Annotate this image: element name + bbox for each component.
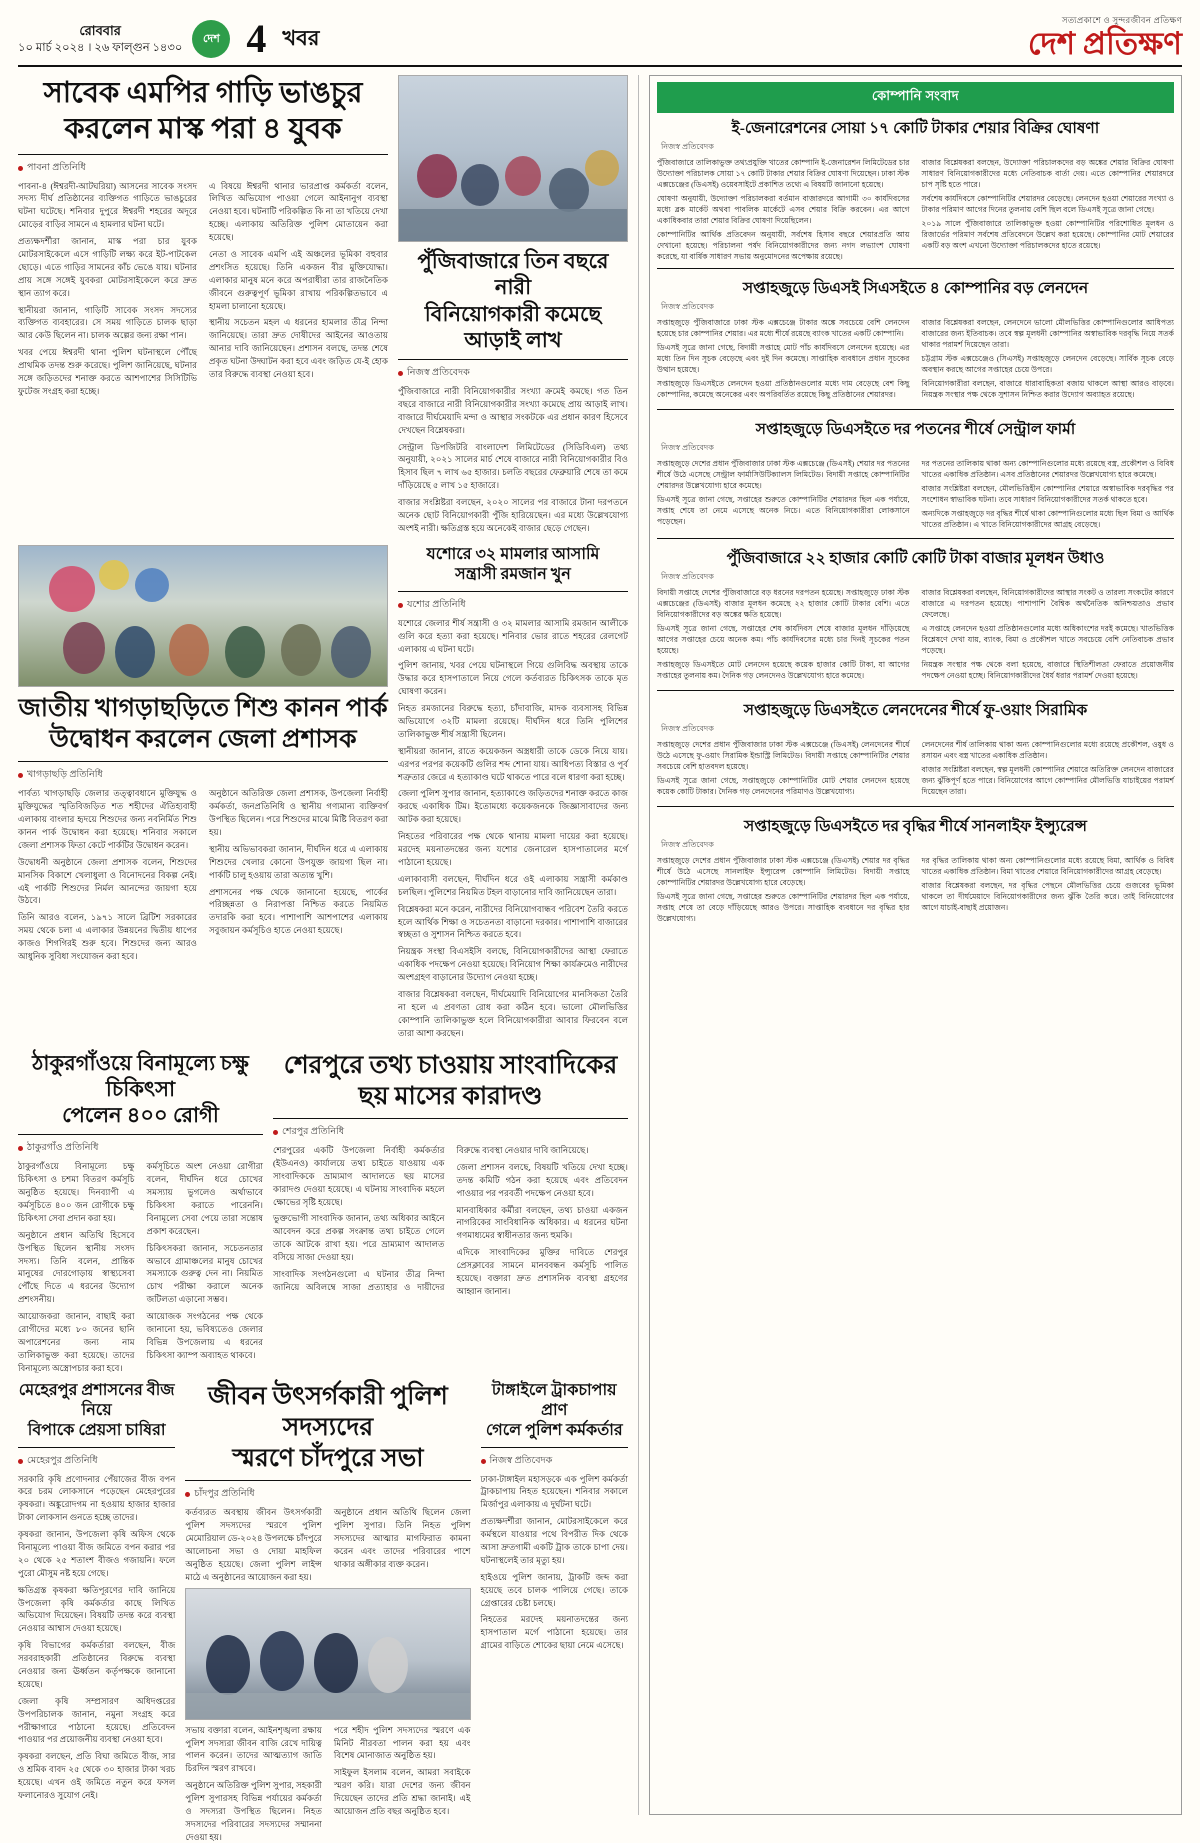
article-body: সপ্তাহজুড়ে দেশের প্রধান পুঁজিবাজার ঢাকা স্টক এক্সচেঞ্জে (ডিএসই) শেয়ার দর পতনের শীর্ষে উঠে এসেছে সেন্ট্রাল ফার্মাসিউটিক্যালস লিমিটেড। বিদায়ী সপ্তাহে কোম্পানিটির শেয়ারদর উল্লেখযোগ্য হারে কমেছে। ডিএসই সূত্রে জানা গেছে, সপ্তাহের শুরুতে কোম্পানিটির শেয়ারদর ছিল এক পর্যায়ে, সপ্তাহ শেষে তা নেমে এসেছে অনেক নিচে। এতে বিনিয়োগকারীরা লোকসানে পড়েছেন। দর পতনের তালিকায় থাকা অন্য কোম্পানিগুলোর মধ্যে রয়েছে বস্ত্র, প্রকৌশল ও বিবিধ খাতের একাধিক প্রতিষ্ঠান। এসব প্রতিষ্ঠানের শেয়ারদর উল্লেখযোগ্য হারে কমেছে। বাজার সংশ্লিষ্টরা বলছেন, মৌলভিত্তিহীন কোম্পানির শেয়ারে অস্বাভাবিক দরবৃদ্ধির পর সংশোধন স্বাভাবিক ঘটনা। তবে সাধারণ বিনিয়োগকারীদের সতর্ক থাকতে হবে। অন্যদিকে সপ্তাহজুড়ে দর বৃদ্ধির শীর্ষে থাকা কোম্পানিগুলোর মধ্যে ছিল বিমা ও আর্থিক খাতের প্রতিষ্ঠান। এ খাতে বিনিয়োগকারীদের আগ্রহ বেড়েছে।	[656, 459, 1174, 530]
article-byline	[657, 571, 1174, 584]
left-columns	[18, 75, 628, 1842]
article-headline: ই-জেনারেশনের সোয়া ১৭ কোটি টাকার শেয়ার বিক্রির ঘোষণা	[731, 120, 1100, 137]
jessore-byline	[398, 598, 628, 613]
company-article	[657, 273, 1174, 403]
logo-badge: দেশ	[192, 20, 230, 58]
police-body-top: কর্তব্যরত অবস্থায় জীবন উৎসর্গকারী পুলিশ সদস্যদের স্মরণে পুলিশ মেমোরিয়াল ডে-২০২৪ উপলক্ষে চাঁদপুরে আলোচনা সভা ও দোয়া মাহফিল অনুষ্ঠিত হয়েছে। জেলা পুলিশ লাইন্স মাঠে এ অনুষ্ঠানের আয়োজন করা হয়। অনুষ্ঠানে প্রধান অতিথি ছিলেন জেলা পুলিশ সুপার। তিনি নিহত পুলিশ সদস্যদের আত্মার মাগফিরাত কামনা করেন এবং তাদের পরিবারের পাশে থাকার অঙ্গীকার ব্যক্ত করেন।	[185, 1507, 471, 1582]
eye-camp-story	[18, 1050, 263, 1375]
page-body	[18, 75, 1182, 1842]
sherpur-body: শেরপুরের একটি উপজেলা নির্বাহী কর্মকর্তার (ইউএনও) কার্যালয়ে তথ্য চাইতে যাওয়ায় এক সাংবাদিককে ভ্রাম্যমাণ আদালতে ছয় মাসের কারাদণ্ড দেওয়া হয়েছে। এ ঘটনায় সাংবাদিক মহলে ক্ষোভের সৃষ্টি হয়েছে। ভুক্তভোগী সাংবাদিক জানান, তথ্য অধিকার আইনে আবেদন করে প্রকল্প সংক্রান্ত তথ্য চাইতে গেলে তাকে আটকে রাখা হয়। পরে ভ্রাম্যমাণ আদালত বসিয়ে সাজা দেওয়া হয়। সাংবাদিক সংগঠনগুলো এ ঘটনার তীব্র নিন্দা জানিয়ে অবিলম্বে সাজা প্রত্যাহার ও দায়ীদের বিরুদ্ধে ব্যবস্থা নেওয়ার দাবি জানিয়েছে। জেলা প্রশাসন বলছে, বিষয়টি খতিয়ে দেখা হচ্ছে। তদন্ত কমিটি গঠন করা হয়েছে এবং প্রতিবেদন পাওয়ার পর পরবর্তী পদক্ষেপ নেওয়া হবে। মানবাধিকার কর্মীরা বলছেন, তথ্য চাওয়া একজন নাগরিকের সাংবিধানিক অধিকার। এ ধরনের ঘটনা গণমাধ্যমের স্বাধীনতার জন্য হুমকি। এদিকে সাংবাদিকের মুক্তির দাবিতে শেরপুর প্রেসক্লাবের সামনে মানববন্ধন কর্মসূচি পালিত হয়েছে। বক্তারা দ্রুত প্রশাসনিক ব্যবস্থা গ্রহণের আহ্বান জানান।	[273, 1145, 628, 1296]
company-article	[657, 414, 1174, 532]
byline-text: নিজস্ব প্রতিবেদক	[660, 142, 714, 152]
masthead-right	[1028, 14, 1182, 59]
lead-headline-line2: করলেন মাস্ক পরা ৪ যুবক	[64, 113, 342, 146]
second-band	[18, 545, 628, 1044]
company-article	[657, 543, 1174, 684]
byline-text: নিজস্ব প্রতিবেদক	[489, 1455, 553, 1466]
byline-text: নিজস্ব প্রতিবেদক	[660, 724, 714, 734]
meherpur-body: সরকারি কৃষি প্রণোদনার পেঁয়াজের বীজ বপন করে চরম লোকসানে পড়েছেন মেহেরপুরের কৃষকরা। অঙ্কুরোদগম না হওয়ায় হাজার হাজার টাকা লোকসান গুনতে হচ্ছে তাদের। কৃষকরা জানান, উপজেলা কৃষি অফিস থেকে বিনামূল্যে পাওয়া বীজ জমিতে বপন করার পর ২০ থেকে ২৫ শতাংশ বীজও গজায়নি। ফলে পুরো মৌসুম নষ্ট হয়ে গেছে। ক্ষতিগ্রস্ত কৃষকরা ক্ষতিপূরণের দাবি জানিয়ে উপজেলা কৃষি কর্মকর্তার কাছে লিখিত অভিযোগ দিয়েছেন। বিষয়টি তদন্ত করে ব্যবস্থা নেওয়ার আশ্বাস দেওয়া হয়েছে। কৃষি বিভাগের কর্মকর্তারা বলছেন, বীজ সরবরাহকারী প্রতিষ্ঠানের বিরুদ্ধে ব্যবস্থা নেওয়ার জন্য ঊর্ধ্বতন কর্তৃপক্ষকে জানানো হয়েছে। জেলা কৃষি সম্প্রসারণ অধিদপ্তরের উপপরিচালক জানান, নমুনা সংগ্রহ করে পরীক্ষাগারে পাঠানো হয়েছে। প্রতিবেদন পাওয়ার পর প্রয়োজনীয় ব্যবস্থা নেওয়া হবে। কৃষকরা বলছেন, প্রতি বিঘা জমিতে বীজ, সার ও শ্রমিক বাবদ ২৫ থেকে ৩০ হাজার টাকা খরচ হয়েছে। এখন ওই জমিতে নতুন করে ফসল ফলানোরও সুযোগ নেই।	[18, 1473, 176, 1800]
police-body-bottom: সভায় বক্তারা বলেন, আইনশৃঙ্খলা রক্ষায় পুলিশ সদস্যরা জীবন বাজি রেখে দায়িত্ব পালন করেন। তাদের আত্মত্যাগ জাতি চিরদিন স্মরণ রাখবে। অনুষ্ঠানে অতিরিক্ত পুলিশ সুপার, সহকারী পুলিশ সুপারসহ বিভিন্ন পর্যায়ের কর্মকর্তা ও সদস্যরা উপস্থিত ছিলেন। নিহত সদস্যদের পরিবারের সদস্যদের সম্মাননা দেওয়া হয়। পরে শহীদ পুলিশ সদস্যদের স্মরণে এক মিনিট নীরবতা পালন করা হয় এবং বিশেষ মোনাজাত অনুষ্ঠিত হয়। সাইফুল ইসলাম বলেন, আমরা সবাইকে স্মরণ করি। যারা দেশের জন্য জীবন দিয়েছেন তাদের প্রতি শ্রদ্ধা জানাই। এই আয়োজন প্রতি বছর অনুষ্ঠিত হবে।	[185, 1724, 471, 1842]
byline-text: নিজস্ব প্রতিবেদক	[660, 302, 714, 312]
park-body: পার্বত্য খাগড়াছড়ি জেলার তত্ত্বাবধানে মুক্তিযুদ্ধ ও মুক্তিযুদ্ধের স্মৃতিবিজড়িত শত শহীদের ঐতিহ্যবাহী এলাকায় বাংলার হৃদয়ে শিশুদের জন্য নবনির্মিত শিশু কানন পার্ক উদ্বোধন করা হয়েছে। শনিবার সকালে জেলা প্রশাসক ফিতা কেটে পার্কটির উদ্বোধন করেন। উদ্বোধনী অনুষ্ঠানে জেলা প্রশাসক বলেন, শিশুদের মানসিক বিকাশে খেলাধুলা ও বিনোদনের বিকল্প নেই। এই পার্কটি শিশুদের নির্মল আনন্দের জায়গা হয়ে উঠবে। তিনি আরও বলেন, ১৯৭১ সালে ব্রিটিশ সরকারের সময় থেকে চলা এ এলাকার উন্নয়নের দ্বিতীয় ধাপের কাজও শিগগিরই শুরু হবে। শিশুদের জন্য আরও আধুনিক সুবিধা সংযোজন করা হবে। অনুষ্ঠানে অতিরিক্ত জেলা প্রশাসক, উপজেলা নির্বাহী কর্মকর্তা, জনপ্রতিনিধি ও স্থানীয় গণ্যমান্য ব্যক্তিবর্গ উপস্থিত ছিলেন। পরে শিশুদের মাঝে মিষ্টি বিতরণ করা হয়। স্থানীয় অভিভাবকরা জানান, দীর্ঘদিন ধরে এ এলাকায় শিশুদের খেলার কোনো উপযুক্ত জায়গা ছিল না। পার্কটি চালু হওয়ায় তারা অত্যন্ত খুশি। প্রশাসনের পক্ষ থেকে জানানো হয়েছে, পার্কের পরিচ্ছন্নতা ও নিরাপত্তা নিশ্চিত করতে নিয়মিত তদারকি করা হবে। পাশাপাশি আশপাশের এলাকায় সবুজায়ন কর্মসূচিও হাতে নেওয়া হয়েছে।	[18, 788, 388, 961]
lead-story	[18, 75, 388, 539]
police-story	[185, 1381, 470, 1843]
weekday-label: রোববার	[79, 22, 121, 38]
article-byline	[657, 723, 1174, 736]
bullet-icon	[398, 603, 403, 608]
tangail-byline	[481, 1454, 629, 1469]
article-byline	[657, 141, 1174, 154]
eye-body: ঠাকুরগাঁওয়ে বিনামূল্যে চক্ষু চিকিৎসা ও চশমা বিতরণ কর্মসূচি অনুষ্ঠিত হয়েছে। দিনব্যাপী এ কর্মসূচিতে ৪০০ জন রোগীকে চক্ষু চিকিৎসা সেবা প্রদান করা হয়। অনুষ্ঠানে প্রধান অতিথি হিসেবে উপস্থিত ছিলেন স্থানীয় সংসদ সদস্য। তিনি বলেন, প্রান্তিক মানুষের দোরগোড়ায় স্বাস্থ্যসেবা পৌঁছে দিতে এ ধরনের উদ্যোগ প্রশংসনীয়। আয়োজকরা জানান, বাছাই করা রোগীদের মধ্যে ৮০ জনের ছানি অপারেশনের জন্য নাম তালিকাভুক্ত করা হয়েছে। তাদের বিনামূল্যে অস্ত্রোপচার করা হবে। কর্মসূচিতে অংশ নেওয়া রোগীরা বলেন, দীর্ঘদিন ধরে চোখের সমস্যায় ভুগলেও অর্থাভাবে চিকিৎসা করাতে পারেননি। বিনামূল্যে সেবা পেয়ে তারা সন্তোষ প্রকাশ করেছেন। চিকিৎসকরা জানান, সচেতনতার অভাবে গ্রামাঞ্চলের মানুষ চোখের সমস্যাকে গুরুত্ব দেন না। নিয়মিত চোখ পরীক্ষা করালে অনেক জটিলতা এড়ানো সম্ভব। আয়োজক সংগঠনের পক্ষ থেকে জানানো হয়, ভবিষ্যতেও জেলার বিভিন্ন উপজেলায় এ ধরনের চিকিৎসা ক্যাম্প অব্যাহত থাকবে।	[18, 1161, 263, 1373]
classroom-photo	[398, 75, 628, 242]
middle-top-story	[398, 75, 628, 539]
company-news-header: কোম্পানি সংবাদ	[657, 82, 1174, 113]
fourth-band	[18, 1381, 628, 1843]
tangail-body: ঢাকা-টাঙ্গাইল মহাসড়কে এক পুলিশ কর্মকর্তা ট্রাকচাপায় নিহত হয়েছেন। শনিবার সকালে মির্জাপুর এলাকায় এ দুর্ঘটনা ঘটে। প্রত্যক্ষদর্শীরা জানান, মোটরসাইকেলে করে কর্মস্থলে যাওয়ার পথে বিপরীত দিক থেকে আসা দ্রুতগামী একটি ট্রাক তাকে চাপা দেয়। ঘটনাস্থলেই তার মৃত্যু হয়। হাইওয়ে পুলিশ জানায়, ট্রাকটি জব্দ করা হয়েছে তবে চালক পালিয়ে গেছে। তাকে গ্রেপ্তারের চেষ্টা চলছে। নিহতের মরদেহ ময়নাতদন্তের জন্য হাসপাতাল মর্গে পাঠানো হয়েছে। তার গ্রামের বাড়িতে শোকের ছায়া নেমে এসেছে।	[480, 1473, 628, 1651]
company-article	[657, 113, 1174, 262]
company-news-column	[649, 75, 1182, 1815]
park-headline-line2: উদ্বোধন করলেন জেলা প্রশাসক	[49, 726, 357, 754]
sherpur-byline	[273, 1125, 628, 1140]
date-block	[18, 21, 182, 58]
article-headline: সপ্তাহজুড়ে ডিএসইতে লেনদেনের শীর্ষে ফু-ওয়াং সিরামিক	[743, 702, 1088, 720]
sherpur-story	[273, 1050, 628, 1375]
jessore-headline-line1: যশোরে ৩২ মামলার আসামি	[426, 545, 600, 563]
sherpur-headline-line1: শেরপুরে তথ্য চাওয়ায় সাংবাদিকের	[283, 1051, 618, 1079]
company-article	[657, 811, 1174, 924]
page-number: 4	[246, 16, 267, 61]
article-body: সপ্তাহজুড়ে পুঁজিবাজারে ঢাকা স্টক এক্সচেঞ্জে টাকার অঙ্কে সবচেয়ে বেশি লেনদেন হয়েছে চার কোম্পানির শেয়ার। এর মধ্যে শীর্ষে রয়েছে ব্যাংক খাতের একটি কোম্পানি। ডিএসই সূত্রে জানা গেছে, বিদায়ী সপ্তাহে মোট পাঁচ কার্যদিবসে লেনদেন হয়েছে। এর মধ্যে তিন দিন সূচক বেড়েছে এবং দুই দিন কমেছে। সাপ্তাহিক ব্যবধানে প্রধান সূচকের উত্থান হয়েছে। সপ্তাহজুড়ে ডিএসইতে লেনদেন হওয়া প্রতিষ্ঠানগুলোর মধ্যে দাম বেড়েছে বেশ কিছু কোম্পানির, কমেছে অনেকের এবং অপরিবর্তিত রয়েছে কিছু প্রতিষ্ঠানের শেয়ারদর। বাজার বিশ্লেষকরা বলছেন, লেনদেনে ভালো মৌলভিত্তির কোম্পানিগুলোর আধিপত্য বাজারের জন্য ইতিবাচক। তবে স্বল্প মূলধনী কোম্পানির অস্বাভাবিক দরবৃদ্ধি নিয়ে সতর্ক থাকার পরামর্শ দিয়েছেন তারা। চট্টগ্রাম স্টক এক্সচেঞ্জেও (সিএসই) সপ্তাহজুড়ে লেনদেন বেড়েছে। সার্বিক সূচক বেড়ে অবস্থান করছে আগের সপ্তাহের চেয়ে উপরে। বিনিয়োগকারীরা বলছেন, বাজারে ধারাবাহিকতা বজায় থাকলে আস্থা আরও বাড়বে। নিয়ন্ত্রক সংস্থার পক্ষ থেকে সুশাসন নিশ্চিত করার উদ্যোগ অব্যাহত রয়েছে।	[656, 318, 1174, 400]
bullet-icon	[18, 773, 23, 778]
article-byline	[657, 301, 1174, 314]
byline-text: পাবনা প্রতিনিধি	[27, 162, 86, 173]
section-title: খবর	[282, 25, 320, 50]
byline-text: যশোর প্রতিনিধি	[407, 599, 466, 610]
lead-body: পাবনা-৪ (ঈশ্বরদী-আটঘরিয়া) আসনের সাবেক সংসদ সদস্য দীর্ঘ প্রতিষ্ঠানের ব্যক্তিগত গাড়িতে ভাঙচুরের ঘটনা ঘটেছে। শনিবার দুপুরে ঈশ্বরদী শহরের অদূরে মোড়ের বাড়ির সামনে এ হামলার ঘটনা ঘটে। প্রত্যক্ষদর্শীরা জানান, মাস্ক পরা চার যুবক মোটরসাইকেলে এসে গাড়িটি লক্ষ্য করে ইট-পাটকেল ছোড়ে। এতে গাড়ির সামনের কাঁচ ভেঙে যায়। ঘটনার প্রায় সঙ্গে সঙ্গেই যুবকরা মোটরসাইকেলে করে দ্রুত স্থান ত্যাগ করে। স্থানীয়রা জানান, গাড়িটি সাবেক সংসদ সদস্যের ব্যক্তিগত ব্যবহারের। সে সময় গাড়িতে চালক ছাড়া আর কেউ ছিলেন না। চালক অল্পের জন্য রক্ষা পান। খবর পেয়ে ঈশ্বরদী থানা পুলিশ ঘটনাস্থলে পৌঁছে প্রাথমিক তদন্ত শুরু করেছে। পুলিশ জানিয়েছে, ঘটনার সঙ্গে জড়িতদের শনাক্ত করতে আশপাশের সিসিটিভি ফুটেজ সংগ্রহ করা হচ্ছে। এ বিষয়ে ঈশ্বরদী থানার ভারপ্রাপ্ত কর্মকর্তা বলেন, লিখিত অভিযোগ পাওয়া গেলে আইনানুগ ব্যবস্থা নেওয়া হবে। ঘটনাটি পরিকল্পিত কি না তা খতিয়ে দেখা হচ্ছে। এলাকায় অতিরিক্ত পুলিশ মোতায়েন করা হয়েছে। নেতা ও সাবেক এমপি এই অঞ্চলের ভূমিকা বহুবার প্রশংসিত হয়েছে। তিনি একজন বীর মুক্তিযোদ্ধা। এলাকার মানুষ মনে করে অপরাধীরা তার রাজনৈতিক জীবনে গুরুত্বপূর্ণ ভূমিকা রাখায় পরিকল্পিতভাবে এ হামলা চালানো হয়েছে। স্থানীয় সচেতন মহল এ ধরনের হামলার তীব্র নিন্দা জানিয়েছে। তারা দ্রুত দোষীদের আইনের আওতায় আনার দাবি জানিয়েছেন। প্রশাসন বলছে, তদন্ত শেষে প্রকৃত ঘটনা উদ্ঘাটন করা হবে এবং জড়িত যে-ই হোক তার বিরুদ্ধে ব্যবস্থা নেওয়া হবে।	[18, 180, 388, 396]
middle-body: পুঁজিবাজারে নারী বিনিয়োগকারীর সংখ্যা ক্রমেই কমছে। গত তিন বছরে বাজারে নারী বিনিয়োগকারীর সংখ্যা কমেছে প্রায় আড়াই লাখ। বাজারে দীর্ঘমেয়াদি মন্দা ও আস্থার সংকটকে এর প্রধান কারণ হিসেবে দেখছেন বিশ্লেষকরা। সেন্ট্রাল ডিপজিটরি বাংলাদেশ লিমিটেডের (সিডিবিএল) তথ্য অনুযায়ী, ২০২১ সালের মার্চ শেষে বাজারে নারী বিনিয়োগকারীর বিও হিসাব ছিল ৭ লাখ ৬৫ হাজার। চলতি বছরের ফেব্রুয়ারি শেষে তা কমে দাঁড়িয়েছে ৫ লাখ ১৫ হাজারে। বাজার সংশ্লিষ্টরা বলছেন, ২০২০ সালের পর বাজারে টানা দরপতনে অনেক ছোট বিনিয়োগকারী পুঁজি হারিয়েছেন। এর মধ্যে উল্লেখযোগ্য অংশই নারী। ক্ষতিগ্রস্ত হয়ে অনেকেই বাজার ছেড়ে গেছেন।	[398, 386, 628, 533]
article-body: বিদায়ী সপ্তাহে দেশের পুঁজিবাজারে বড় ধরনের দরপতন হয়েছে। সপ্তাহজুড়ে ঢাকা স্টক এক্সচেঞ্জের (ডিএসই) বাজার মূলধন কমেছে ২২ হাজার কোটি টাকার বেশি। এতে বিনিয়োগকারীদের বড় অঙ্কের ক্ষতি হয়েছে। ডিএসই সূত্রে জানা গেছে, সপ্তাহের শেষ কার্যদিবস শেষে বাজার মূলধন দাঁড়িয়েছে আগের সপ্তাহের চেয়ে অনেক কম। পাঁচ কার্যদিবসের মধ্যে চার দিনই সূচকের পতন হয়েছে। সপ্তাহজুড়ে ডিএসইতে মোট লেনদেন হয়েছে কয়েক হাজার কোটি টাকা, যা আগের সপ্তাহের তুলনায় কম। দৈনিক গড় লেনদেনও উল্লেখযোগ্য হারে কমেছে। বাজার বিশ্লেষকরা বলছেন, বিনিয়োগকারীদের আস্থার সংকট ও তারল্য সংকটের কারণে বাজারে এ দরপতন হয়েছে। পাশাপাশি বৈশ্বিক অর্থনৈতিক অনিশ্চয়তাও প্রভাব ফেলেছে। এ সপ্তাহে লেনদেন হওয়া প্রতিষ্ঠানগুলোর মধ্যে অধিকাংশের দরই কমেছে। খাতভিত্তিক বিশ্লেষণে দেখা যায়, ব্যাংক, বিমা ও প্রকৌশল খাতে সবচেয়ে বেশি নেতিবাচক প্রভাব পড়েছে। নিয়ন্ত্রক সংস্থার পক্ষ থেকে বলা হয়েছে, বাজারে স্থিতিশীলতা ফেরাতে প্রয়োজনীয় পদক্ষেপ নেওয়া হচ্ছে। বিনিয়োগকারীদের ধৈর্য ধরার পরামর্শ দেওয়া হয়েছে।	[656, 588, 1174, 681]
meherpur-headline-line2: বিপাকে প্রেয়সা চাষিরা	[27, 1421, 166, 1439]
column-divider	[638, 75, 639, 1815]
article-body: পুঁজিবাজারে তালিকাভুক্ত তথ্যপ্রযুক্তি খাতের কোম্পানি ই-জেনারেশন লিমিটেডের চার উদ্যোক্তা পরিচালক সোয়া ১৭ কোটি টাকার শেয়ার বিক্রির ঘোষণা দিয়েছেন। ঢাকা স্টক এক্সচেঞ্জের (ডিএসই) ওয়েবসাইটে প্রকাশিত তথ্যে এ বিষয়টি জানানো হয়েছে। ঘোষণা অনুযায়ী, উদ্যোক্তা পরিচালকরা বর্তমান বাজারদরে আগামী ৩০ কার্যদিবসের মধ্যে ব্লক মার্কেট অথবা পাবলিক মার্কেটে এসব শেয়ার বিক্রি করবেন। এর আগে একাধিকবার তারা শেয়ার বিক্রির ঘোষণা দিয়েছিলেন। কোম্পানিটির আর্থিক প্রতিবেদন অনুযায়ী, সর্বশেষ হিসাব বছরে শেয়ারপ্রতি আয় দেখানো হয়েছে। পরিচালনা পর্ষদ বিনিয়োগকারীদের জন্য নগদ লভ্যাংশ ঘোষণা করেছে, যা বার্ষিক সাধারণ সভায় অনুমোদনের অপেক্ষায় রয়েছে। বাজার বিশ্লেষকরা বলছেন, উদ্যোক্তা পরিচালকদের বড় অঙ্কের শেয়ার বিক্রির ঘোষণা সাধারণ বিনিয়োগকারীদের মধ্যে নেতিবাচক বার্তা দেয়। এতে কোম্পানির শেয়ারদরে চাপ সৃষ্টি হতে পারে। সর্বশেষ কার্যদিবসে কোম্পানিটির শেয়ারদর বেড়েছে। লেনদেন হওয়া শেয়ারের সংখ্যা ও টাকার পরিমাণ আগের দিনের তুলনায় বেশি ছিল বলে ডিএসই সূত্রে জানা গেছে। ২০১৯ সালে পুঁজিবাজারে তালিকাভুক্ত হওয়া কোম্পানিটির পরিশোধিত মূলধন ও রিজার্ভের পরিমাণ সর্বশেষ প্রতিবেদনে উল্লেখ করা হয়েছে। কোম্পানির মোট শেয়ারের একটি বড় অংশ এখনো উদ্যোক্তা পরিচালকদের হাতে রয়েছে।	[656, 158, 1174, 262]
eye-headline-line2: পেলেন ৪০০ রোগী	[62, 1103, 219, 1128]
bullet-icon	[273, 1130, 278, 1135]
eye-headline-line1: ঠাকুরগাঁওয়ে বিনামূল্যে চক্ষু চিকিৎসা	[32, 1050, 249, 1101]
meherpur-byline	[18, 1454, 175, 1469]
masthead-tagline: সত্যপ্রকাশে ও সুন্দরজীবন প্রতিক্ষণ	[1061, 15, 1182, 25]
park-byline	[18, 768, 388, 783]
masthead	[18, 14, 1182, 67]
article-headline: সপ্তাহজুড়ে ডিএসই সিএসইতে ৪ কোম্পানির বড় লেনদেন	[742, 280, 1089, 298]
jessore-body: যশোরে জেলার শীর্ষ সন্ত্রাসী ও ৩২ মামলার আসামি রমজান আলীকে গুলি করে হত্যা করা হয়েছে। শনিবার ভোর রাতে শহরের রেলগেট এলাকায় এ ঘটনা ঘটে। পুলিশ জানায়, খবর পেয়ে ঘটনাস্থলে গিয়ে গুলিবিদ্ধ অবস্থায় তাকে উদ্ধার করে হাসপাতালে নিয়ে গেলে কর্তব্যরত চিকিৎসক তাকে মৃত ঘোষণা করেন। নিহত রমজানের বিরুদ্ধে হত্যা, চাঁদাবাজি, মাদক ব্যবসাসহ বিভিন্ন অভিযোগে ৩২টি মামলা রয়েছে। দীর্ঘদিন ধরে তিনি পুলিশের তালিকাভুক্ত শীর্ষ সন্ত্রাসী ছিলেন। স্থানীয়রা জানান, রাতে কয়েকজন অস্ত্রধারী তাকে ডেকে নিয়ে যায়। এরপর পরপর কয়েকটি গুলির শব্দ শোনা যায়। আধিপত্য বিস্তার ও পূর্ব শত্রুতার জেরে এ হত্যাকাণ্ড ঘটে থাকতে পারে বলে ধারণা করা হচ্ছে। জেলা পুলিশ সুপার জানান, হত্যাকাণ্ডে জড়িতদের শনাক্ত করতে কাজ করছে একাধিক টিম। ইতোমধ্যে কয়েকজনকে জিজ্ঞাসাবাদের জন্য আটক করা হয়েছে। নিহতের পরিবারের পক্ষ থেকে থানায় মামলা দায়ের করা হয়েছে। মরদেহ ময়নাতদন্তের জন্য যশোর জেনারেল হাসপাতালের মর্গে পাঠানো হয়েছে। এলাকাবাসী বলছেন, দীর্ঘদিন ধরে ওই এলাকায় সন্ত্রাসী কর্মকাণ্ড চলছিল। পুলিশের নিয়মিত টহল বাড়ানোর দাবি জানিয়েছেন তারা। বিশ্লেষকরা মনে করেন, নারীদের বিনিয়োগবান্ধব পরিবেশ তৈরি করতে হলে আর্থিক শিক্ষা ও সচেতনতা বাড়ানো দরকার। পাশাপাশি বাজারের স্বচ্ছতা ও সুশাসন নিশ্চিত করতে হবে। নিয়ন্ত্রক সংস্থা বিএসইসি বলছে, বিনিয়োগকারীদের আস্থা ফেরাতে একাধিক পদক্ষেপ নেওয়া হয়েছে। বিনিয়োগ শিক্ষা কার্যক্রমেও নারীদের অংশগ্রহণ বাড়ানোর উদ্যোগ নেওয়া হচ্ছে। বাজার বিশ্লেষকরা বলছেন, দীর্ঘমেয়াদি বিনিয়োগের মানসিকতা তৈরি না হলে এ প্রবণতা রোধ করা কঠিন হবে। ভালো মৌলভিত্তির কোম্পানি তালিকাভুক্ত হলে বিনিয়োগকারীরা আবার ফিরবেন বলে তারা আশা করছেন।	[398, 617, 628, 1038]
bullet-icon	[18, 1146, 23, 1151]
article-byline	[657, 442, 1174, 455]
byline-text: শেরপুর প্রতিনিধি	[282, 1127, 345, 1138]
jessore-headline-line2: সন্ত্রাসী রমজান খুন	[455, 565, 571, 583]
tangail-headline-line1: টাঙ্গাইলে ট্রাকচাপায় প্রাণ	[491, 1381, 617, 1419]
meherpur-headline-line1: মেহেরপুর প্রশাসনের বীজ নিয়ে	[18, 1381, 175, 1419]
middle-headline-line1: পুঁজিবাজারে তিন বছরে নারী	[417, 249, 609, 300]
date-label: ১০ মার্চ ২০২৪ । ২৬ ফাল্গুন ১৪৩০	[18, 42, 183, 55]
bullet-icon	[18, 1459, 23, 1464]
police-byline	[185, 1487, 470, 1502]
byline-text: খাগড়াছড়ি প্রতিনিধি	[27, 770, 103, 781]
tangail-story	[481, 1381, 629, 1843]
lead-byline	[18, 161, 388, 176]
park-photo	[18, 545, 388, 687]
company-article	[657, 695, 1174, 800]
top-row	[18, 75, 628, 539]
byline-text: নিজস্ব প্রতিবেদক	[660, 840, 714, 850]
article-body: সপ্তাহজুড়ে দেশের প্রধান পুঁজিবাজার ঢাকা স্টক এক্সচেঞ্জে (ডিএসই) লেনদেনের শীর্ষে উঠে এসেছে ফু-ওয়াং সিরামিক ইন্ডাস্ট্রি লিমিটেড। বিদায়ী সপ্তাহে কোম্পানিটির শেয়ার সবচেয়ে বেশি হাতবদল হয়েছে। ডিএসই সূত্রে জানা গেছে, সপ্তাহজুড়ে কোম্পানিটির মোট শেয়ার লেনদেন হয়েছে কয়েক কোটি টাকার। দৈনিক গড় লেনদেনের পরিমাণও উল্লেখযোগ্য। লেনদেনের শীর্ষ তালিকায় থাকা অন্য কোম্পানিগুলোর মধ্যে রয়েছে প্রকৌশল, ওষুধ ও রসায়ন এবং বস্ত্র খাতের একাধিক প্রতিষ্ঠান। বাজার সংশ্লিষ্টরা বলছেন, স্বল্প মূলধনী কোম্পানির শেয়ারে অতিরিক্ত লেনদেন বাজারের জন্য ঝুঁকিপূর্ণ হতে পারে। বিনিয়োগের আগে কোম্পানির মৌলভিত্তি যাচাইয়ের পরামর্শ দিয়েছেন তারা।	[656, 740, 1174, 797]
tangail-headline-line2: গেলে পুলিশ কর্মকর্তার	[485, 1421, 623, 1439]
police-headline-line2: স্মরণে চাঁদপুরে সভা	[232, 1445, 424, 1473]
bullet-icon	[185, 1492, 190, 1497]
middle-byline	[398, 366, 628, 381]
article-byline	[657, 839, 1174, 852]
park-story	[18, 545, 388, 1044]
jessore-story	[398, 545, 628, 1044]
bullet-icon	[398, 371, 403, 376]
byline-text: ঠাকুরগাঁও প্রতিনিধি	[27, 1143, 99, 1154]
byline-text: নিজস্ব প্রতিবেদক	[407, 368, 470, 378]
byline-text: মেহেরপুর প্রতিনিধি	[27, 1455, 98, 1466]
middle-headline-line2: বিনিয়োগকারী কমেছে আড়াই লাখ	[424, 301, 602, 352]
masthead-left	[18, 16, 320, 61]
article-body: সপ্তাহজুড়ে দেশের প্রধান পুঁজিবাজার ঢাকা স্টক এক্সচেঞ্জে (ডিএসই) শেয়ার দর বৃদ্ধির শীর্ষে উঠে এসেছে সানলাইফ ইন্স্যুরেন্স কোম্পানি লিমিটেড। বিদায়ী সপ্তাহে কোম্পানিটির শেয়ারদর উল্লেখযোগ্য হারে বেড়েছে। ডিএসই সূত্রে জানা গেছে, সপ্তাহের শুরুতে কোম্পানিটির শেয়ারদর ছিল এক পর্যায়ে, সপ্তাহ শেষে তা বেড়ে দাঁড়িয়েছে আরও উপরে। সাপ্তাহিক ব্যবধানে দর বৃদ্ধির হার উল্লেখযোগ্য। দর বৃদ্ধির তালিকায় থাকা অন্য কোম্পানিগুলোর মধ্যে রয়েছে বিমা, আর্থিক ও বিবিধ খাতের একাধিক প্রতিষ্ঠান। বিমা খাতের শেয়ারে বিনিয়োগকারীদের আগ্রহ বেড়েছে। বাজার বিশ্লেষকরা বলছেন, দর বৃদ্ধির পেছনে মৌলভিত্তির চেয়ে গুজবের ভূমিকা থাকলে তা দীর্ঘমেয়াদে বিনিয়োগকারীদের জন্য ঝুঁকি তৈরি করে। তাই বিনিয়োগের আগে যাচাই-বাছাই প্রয়োজন।	[656, 856, 1174, 924]
park-headline-line1: জাতীয় খাগড়াছড়িতে শিশু কানন পার্ক	[18, 694, 388, 722]
byline-text: নিজস্ব প্রতিবেদক	[660, 572, 714, 582]
meherpur-story	[18, 1381, 175, 1843]
byline-text: নিজস্ব প্রতিবেদক	[660, 443, 714, 453]
third-band	[18, 1050, 628, 1375]
article-headline: সপ্তাহজুড়ে ডিএসইতে দর বৃদ্ধির শীর্ষে সানলাইফ ইন্স্যুরেন্স	[744, 818, 1087, 836]
article-headline: সপ্তাহজুড়ে ডিএসইতে দর পতনের শীর্ষে সেন্ট্রাল ফার্মা	[755, 421, 1076, 439]
bullet-icon	[481, 1459, 486, 1464]
police-headline-line1: জীবন উৎসর্গকারী পুলিশ সদস্যদের	[208, 1382, 448, 1441]
sherpur-headline-line2: ছয় মাসের কারাদণ্ড	[358, 1082, 543, 1110]
byline-text: চাঁদপুর প্রতিনিধি	[194, 1489, 255, 1500]
eye-byline	[18, 1141, 263, 1156]
bullet-icon	[18, 166, 23, 171]
paper-title: দেশ প্রতিক্ষণ	[1027, 26, 1182, 61]
article-headline: পুঁজিবাজারে ২২ হাজার কোটি কোটি টাকা বাজার মূলধন উধাও	[726, 549, 1105, 567]
lead-headline-line1: সাবেক এমপির গাড়ি ভাঙচুর	[43, 77, 363, 109]
police-photo	[185, 1588, 470, 1720]
